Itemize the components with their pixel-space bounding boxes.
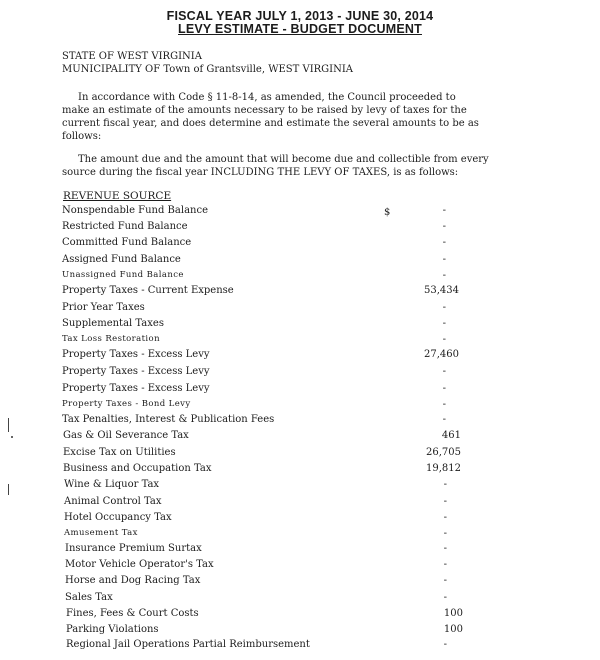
revenue-source-label: Regional Jail Operations Partial Reimbursement	[66, 639, 310, 650]
revenue-row	[0, 334, 600, 350]
revenue-source-label: Unassigned Fund Balance	[62, 270, 184, 280]
revenue-source-label: Property Taxes - Excess Levy	[62, 383, 210, 394]
intro-paragraph-1-text: In accordance with Code § 11-8-14, as amended, the Council proceeded to make an estimate of the amounts necessary to be raised by levy of taxes for the current fiscal year, and does determine and estimate the several amounts to be as follows:	[62, 92, 479, 142]
revenue-source-label: Horse and Dog Racing Tax	[65, 575, 201, 586]
intro-paragraph-2	[62, 153, 502, 179]
revenue-source-label: Prior Year Taxes	[62, 302, 145, 313]
revenue-row	[0, 383, 600, 399]
revenue-row	[0, 463, 600, 479]
revenue-amount: 100	[443, 624, 463, 635]
revenue-amount: -	[442, 221, 446, 232]
revenue-amount: -	[442, 205, 446, 216]
revenue-source-label: Fines, Fees & Court Costs	[66, 608, 199, 619]
revenue-row	[0, 559, 600, 575]
revenue-row	[0, 302, 600, 318]
revenue-amount: -	[442, 399, 446, 410]
revenue-source-label: Property Taxes - Excess Levy	[62, 349, 210, 360]
revenue-source-label: Animal Control Tax	[64, 496, 162, 507]
revenue-source-label: Tax Loss Restoration	[62, 334, 160, 344]
municipality-line: MUNICIPALITY OF Town of Grantsville, WEST VIRGINIA	[62, 64, 354, 75]
revenue-source-label: Motor Vehicle Operator's Tax	[65, 559, 214, 570]
revenue-source-label: Insurance Premium Surtax	[65, 543, 202, 554]
revenue-source-header: REVENUE SOURCE	[63, 190, 172, 202]
revenue-amount: -	[443, 575, 447, 586]
document-title: LEVY ESTIMATE - BUDGET DOCUMENT	[178, 22, 422, 36]
revenue-source-label: Committed Fund Balance	[62, 237, 192, 248]
revenue-source-label: Tax Penalties, Interest & Publication Fees	[62, 414, 275, 425]
revenue-row	[0, 237, 600, 253]
revenue-row	[0, 528, 600, 544]
revenue-source-label: Business and Occupation Tax	[63, 463, 212, 474]
revenue-amount: 27,460	[424, 349, 459, 360]
revenue-source-label: Gas & Oil Severance Tax	[63, 430, 189, 441]
scan-mark	[11, 436, 13, 438]
revenue-row	[0, 447, 600, 463]
revenue-source-label: Assigned Fund Balance	[62, 254, 181, 265]
revenue-row	[0, 221, 600, 237]
revenue-source-label: Property Taxes - Excess Levy	[62, 366, 210, 377]
revenue-row	[0, 318, 600, 334]
revenue-amount: 53,434	[424, 285, 459, 296]
scan-mark	[8, 418, 9, 432]
revenue-amount: -	[443, 559, 447, 570]
revenue-row	[0, 479, 600, 495]
revenue-amount: -	[443, 479, 447, 490]
revenue-row	[0, 366, 600, 382]
revenue-amount: 461	[441, 430, 461, 441]
revenue-amount: -	[443, 528, 447, 539]
revenue-row	[0, 430, 600, 446]
revenue-row	[0, 575, 600, 591]
revenue-amount: 26,705	[426, 447, 461, 458]
revenue-source-label: Parking Violations	[66, 624, 159, 635]
revenue-row	[0, 543, 600, 559]
revenue-amount: -	[442, 270, 446, 281]
revenue-amount: -	[443, 512, 447, 523]
revenue-source-label: Sales Tax	[65, 592, 113, 603]
fiscal-year-title: FISCAL YEAR JULY 1, 2013 - JUNE 30, 2014	[166, 9, 434, 23]
revenue-row	[0, 592, 600, 608]
revenue-row	[0, 608, 600, 624]
intro-paragraph-2-text: The amount due and the amount that will become due and collectible from every source during the fiscal year INCLUDING THE LEVY OF TAXES, is as follows:	[62, 154, 489, 178]
revenue-source-label: Nonspendable Fund Balance	[62, 205, 208, 216]
state-line: STATE OF WEST VIRGINIA	[62, 51, 202, 62]
revenue-amount: -	[442, 254, 446, 265]
revenue-row	[0, 254, 600, 270]
scan-mark	[8, 484, 9, 495]
revenue-source-label: Supplemental Taxes	[62, 318, 164, 329]
revenue-row	[0, 512, 600, 528]
revenue-amount: -	[442, 302, 446, 313]
revenue-source-label: Wine & Liquor Tax	[64, 479, 160, 490]
revenue-row	[0, 399, 600, 415]
revenue-row	[0, 414, 600, 430]
revenue-row	[0, 624, 600, 640]
revenue-source-label: Property Taxes - Bond Levy	[62, 399, 191, 409]
revenue-amount: -	[442, 366, 446, 377]
revenue-amount: -	[442, 383, 446, 394]
revenue-amount: -	[443, 639, 447, 650]
revenue-row	[0, 639, 600, 655]
intro-paragraph-1	[62, 91, 482, 143]
revenue-amount: -	[442, 318, 446, 329]
revenue-source-label: Excise Tax on Utilities	[63, 447, 176, 458]
revenue-amount: 100	[443, 608, 463, 619]
revenue-amount: -	[443, 592, 447, 603]
revenue-amount: -	[442, 237, 446, 248]
revenue-row	[0, 496, 600, 512]
revenue-amount: 19,812	[426, 463, 461, 474]
revenue-source-label: Amusement Tax	[64, 528, 138, 538]
revenue-amount: -	[443, 543, 447, 554]
revenue-amount: -	[442, 414, 446, 425]
revenue-source-label: Hotel Occupancy Tax	[64, 512, 172, 523]
revenue-amount: -	[443, 496, 447, 507]
revenue-row	[0, 285, 600, 301]
revenue-amount: -	[442, 334, 446, 345]
revenue-source-label: Property Taxes - Current Expense	[62, 285, 234, 296]
currency-symbol: $	[384, 207, 391, 218]
revenue-row	[0, 205, 600, 221]
revenue-row	[0, 349, 600, 365]
revenue-row	[0, 270, 600, 286]
revenue-source-label: Restricted Fund Balance	[62, 221, 188, 232]
